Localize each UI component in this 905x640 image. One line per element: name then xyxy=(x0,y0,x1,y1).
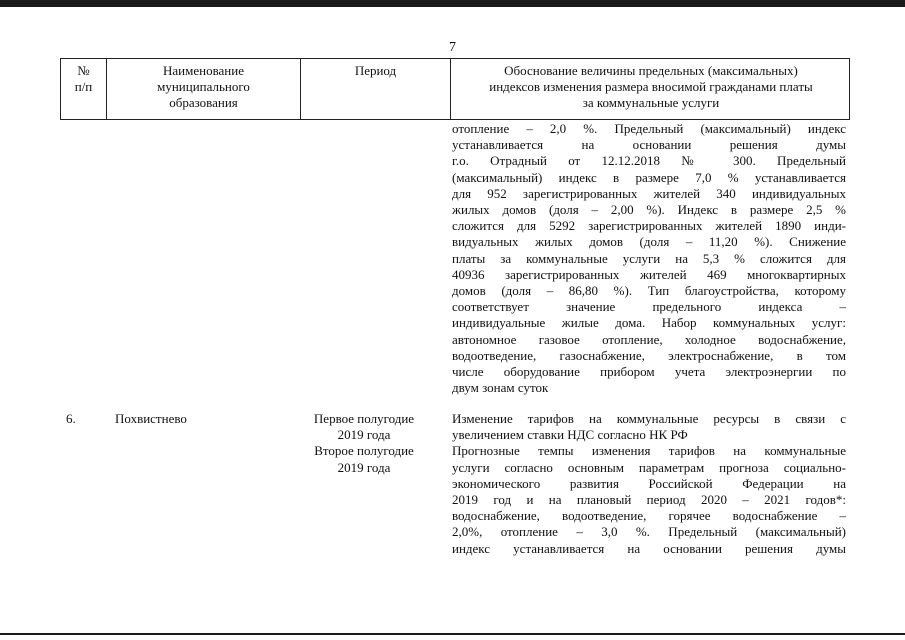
text-line: числе оборудование прибором учета электроэнергии по xyxy=(452,364,846,380)
header-col-justification: Обоснование величины предельных (максимальных) индексов изменения размера вносимой гражданами платы за коммунальные услуги xyxy=(489,63,813,110)
text-line: водоотведение, газоснабжение, электроснабжение, в том xyxy=(452,347,846,363)
continuation-text xyxy=(452,121,846,396)
text-line: видуальных жилых домов (доля – 11,20 %). Снижение xyxy=(452,234,846,250)
text-line: (максимальный) индекс в размере 7,0 % устанавливается xyxy=(452,169,846,185)
text-line: индекс устанавливается на основании решения думы xyxy=(452,540,846,556)
text-line: г.о. Отрадный от 12.12.2018 № 300. Предельный xyxy=(452,153,846,169)
page-number: 7 xyxy=(449,40,456,55)
text-line: увеличением ставки НДС согласно НК РФ xyxy=(452,427,688,443)
bottom-border-rule xyxy=(0,633,905,635)
text-line: Прогнозные темпы изменения тарифов на коммунальные xyxy=(452,443,846,459)
row-periods xyxy=(296,411,432,476)
header-col-number: № п/п xyxy=(61,59,107,119)
text-line: для 952 зарегистрированных жителей 340 индивидуальных xyxy=(452,185,846,201)
row-number: 6. xyxy=(66,411,76,426)
text-line: 2,0%, отопление – 3,0 %. Предельный (максимальный) xyxy=(452,524,846,540)
text-line: платы за коммунальные услуги на 5,3 % сложится для xyxy=(452,250,846,266)
header-col-period: Период xyxy=(301,59,451,119)
text-line: 40936 зарегистрированных жителей 469 многоквартирных xyxy=(452,266,846,282)
text-line: услуги согласно основным параметрам прогноза социально- xyxy=(452,459,846,475)
text-line: экономического развития Российской Федерации на xyxy=(452,475,846,491)
text-line: устанавливается на основании решения думы xyxy=(452,137,846,153)
text-line: индивидуальные жилые дома. Набор коммунальных услуг: xyxy=(452,315,846,331)
municipality-name: Похвистнево xyxy=(115,411,187,426)
text-line: Изменение тарифов на коммунальные ресурсы в связи с xyxy=(452,411,846,426)
period-line: Второе полугодие xyxy=(314,443,414,459)
period-line: 2019 года xyxy=(337,459,391,475)
text-line: домов (доля – 86,80 %). Тип благоустройства, которому xyxy=(452,283,846,299)
text-line: двум зонам суток xyxy=(452,380,549,396)
top-border-rule xyxy=(0,0,905,7)
text-line: отопление – 2,0 %. Предельный (максимальный) индекс xyxy=(452,121,846,136)
period-line: 2019 года xyxy=(337,427,391,443)
header-col-name: Наименование муниципального образования xyxy=(107,59,301,119)
text-line: 2019 год и на плановый период 2020 – 2021 годов*: xyxy=(452,492,846,508)
table-header xyxy=(60,58,850,120)
text-line: водоснабжение, водоотведение, горячее водоснабжение – xyxy=(452,508,846,524)
period-line: Первое полугодие xyxy=(313,411,415,426)
row-justification-text xyxy=(452,411,846,557)
text-line: соответствует значение предельного индекса – xyxy=(452,299,846,315)
text-line: жилых домов (доля – 2,00 %). Индекс в размере 2,5 % xyxy=(452,202,846,218)
text-line: сложится для 5292 зарегистрированных жителей 1890 инди- xyxy=(452,218,846,234)
text-line: автономное газовое отопление, холодное водоснабжение, xyxy=(452,331,846,347)
